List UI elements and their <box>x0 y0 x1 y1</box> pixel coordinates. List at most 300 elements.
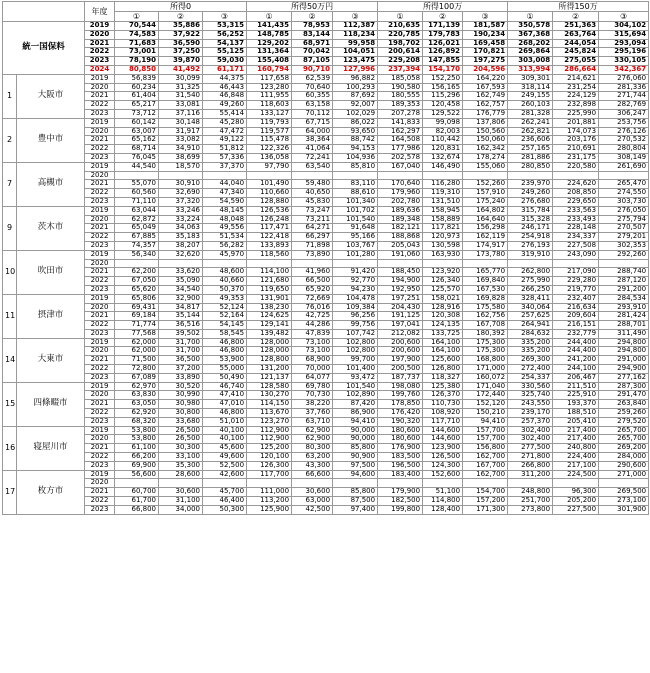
value-cell: 33,224 <box>159 215 203 224</box>
value-cell: 97,500 <box>333 461 378 470</box>
table-row <box>3 39 649 48</box>
value-cell: 88,610 <box>333 189 378 198</box>
value-cell: 37,250 <box>159 48 203 57</box>
year-cell: 2019 <box>85 338 115 347</box>
value-cell: 38,207 <box>159 241 203 250</box>
value-cell: 264,941 <box>508 321 553 330</box>
value-cell: 155,060 <box>463 162 508 171</box>
value-cell: 119,793 <box>247 118 292 127</box>
premium-table <box>2 1 649 515</box>
value-cell: 171,040 <box>463 382 508 391</box>
value-cell: 291,000 <box>599 356 649 365</box>
value-cell: 231,175 <box>553 153 599 162</box>
value-cell: 55,070 <box>115 180 159 189</box>
value-cell: 260,103 <box>508 101 553 110</box>
value-cell: 125,380 <box>423 382 463 391</box>
value-cell: 174,917 <box>463 241 508 250</box>
table-row <box>3 277 649 286</box>
value-cell: 62,920 <box>115 409 159 418</box>
value-cell: 187,737 <box>378 373 423 382</box>
year-cell: 2022 <box>85 233 115 242</box>
value-cell: 115,478 <box>247 136 292 145</box>
value-cell: 121,680 <box>247 277 292 286</box>
table-row <box>3 92 649 101</box>
value-cell: 179,900 <box>378 488 423 497</box>
value-cell: 284,534 <box>599 294 649 303</box>
value-cell: 164,802 <box>463 206 508 215</box>
value-cell: 126,800 <box>423 365 463 374</box>
value-cell: 91,420 <box>333 268 378 277</box>
value-cell: 26,500 <box>159 426 203 435</box>
value-cell: 47,340 <box>203 189 247 198</box>
value-cell: 61,700 <box>115 497 159 506</box>
value-cell: 265,700 <box>599 426 649 435</box>
value-cell: 171,300 <box>463 505 508 514</box>
value-cell: 251,363 <box>553 22 599 31</box>
value-cell: 45,830 <box>292 197 333 206</box>
value-cell: 128,000 <box>247 338 292 347</box>
value-cell: 251,700 <box>508 497 553 506</box>
value-cell: 162,119 <box>463 233 508 242</box>
value-cell: 204,430 <box>378 303 423 312</box>
value-cell: 70,042 <box>292 48 333 57</box>
value-cell: 90,000 <box>333 435 378 444</box>
year-cell: 2021 <box>85 488 115 497</box>
value-cell: 171,139 <box>423 22 463 31</box>
value-cell: 138,230 <box>247 303 292 312</box>
value-cell: 173,780 <box>463 250 508 259</box>
value-cell: 193,370 <box>553 400 599 409</box>
value-cell: 232,407 <box>553 294 599 303</box>
value-cell: 293,094 <box>599 39 649 48</box>
value-cell: 315,694 <box>599 30 649 39</box>
value-cell <box>115 171 159 180</box>
value-cell: 155,408 <box>247 57 292 66</box>
value-cell: 271,744 <box>599 92 649 101</box>
value-cell: 63,830 <box>115 391 159 400</box>
value-cell: 262,821 <box>508 127 553 136</box>
value-cell: 36,590 <box>159 39 203 48</box>
value-cell: 30,600 <box>292 488 333 497</box>
value-cell: 113,200 <box>247 497 292 506</box>
table-row <box>3 329 649 338</box>
value-cell: 102,800 <box>333 338 378 347</box>
value-cell: 42,500 <box>292 505 333 514</box>
value-cell: 30,800 <box>159 409 203 418</box>
value-cell: 90,000 <box>333 426 378 435</box>
table-row <box>3 382 649 391</box>
value-cell: 112,900 <box>247 435 292 444</box>
area-cell: 茨木市 <box>17 206 85 250</box>
value-cell: 110,660 <box>247 189 292 198</box>
area-cell: 四條畷市 <box>17 382 85 426</box>
value-cell: 94,153 <box>333 145 378 154</box>
value-cell: 271,800 <box>508 453 553 462</box>
value-cell: 126,536 <box>247 206 292 215</box>
value-cell: 85,800 <box>333 444 378 453</box>
table-row <box>3 488 649 497</box>
value-cell: 257,625 <box>508 312 553 321</box>
value-cell: 126,248 <box>247 215 292 224</box>
value-cell: 45,700 <box>203 488 247 497</box>
table-row <box>3 321 649 330</box>
value-cell: 68,971 <box>292 39 333 48</box>
value-cell: 94,410 <box>463 417 508 426</box>
value-cell: 63,540 <box>292 162 333 171</box>
value-cell: 276,126 <box>599 127 649 136</box>
value-cell: 270,507 <box>599 224 649 233</box>
value-cell: 152,250 <box>423 74 463 83</box>
value-cell: 112,900 <box>247 426 292 435</box>
value-cell: 126,300 <box>247 461 292 470</box>
year-cell: 2022 <box>85 277 115 286</box>
area-cell: 寝屋川市 <box>17 426 85 470</box>
value-cell: 205,043 <box>378 241 423 250</box>
value-cell: 111,955 <box>247 92 292 101</box>
value-cell: 117,658 <box>247 74 292 83</box>
value-cell: 82,003 <box>423 127 463 136</box>
value-cell: 94,410 <box>333 417 378 426</box>
value-cell: 47,410 <box>203 391 247 400</box>
value-cell: 60,234 <box>115 83 159 92</box>
table-row <box>3 505 649 514</box>
value-cell: 224,620 <box>553 180 599 189</box>
value-cell: 231,254 <box>553 83 599 92</box>
year-cell: 2021 <box>85 312 115 321</box>
value-cell: 330,560 <box>508 382 553 391</box>
value-cell: 101,702 <box>333 206 378 215</box>
value-cell: 33,620 <box>159 268 203 277</box>
value-cell: 44,040 <box>203 180 247 189</box>
table-row <box>3 347 649 356</box>
value-cell: 62,872 <box>115 215 159 224</box>
value-cell: 201,881 <box>553 118 599 127</box>
value-cell: 45,970 <box>203 250 247 259</box>
value-cell: 275,055 <box>553 57 599 66</box>
value-cell: 190,580 <box>378 83 423 92</box>
value-cell: 125,900 <box>247 505 292 514</box>
year-cell: 2019 <box>85 22 115 31</box>
value-cell: 180,600 <box>378 426 423 435</box>
table-row <box>3 22 649 31</box>
value-cell: 225,910 <box>553 391 599 400</box>
value-cell: 340,064 <box>508 303 553 312</box>
value-cell <box>378 479 423 488</box>
value-cell: 156,298 <box>463 224 508 233</box>
value-cell: 194,900 <box>378 277 423 286</box>
year-cell: 2020 <box>85 479 115 488</box>
value-cell: 129,141 <box>247 321 292 330</box>
value-cell: 78,190 <box>115 57 159 66</box>
value-cell: 47,839 <box>292 329 333 338</box>
value-cell <box>333 479 378 488</box>
value-cell: 130,270 <box>247 391 292 400</box>
value-cell: 112,387 <box>333 22 378 31</box>
table-row <box>3 109 649 118</box>
value-cell: 90,900 <box>333 453 378 462</box>
value-cell: 74,357 <box>115 241 159 250</box>
value-cell: 273,800 <box>508 505 553 514</box>
value-cell: 101,490 <box>247 180 292 189</box>
table-row <box>3 285 649 294</box>
value-cell: 46,848 <box>203 92 247 101</box>
value-cell: 51,812 <box>203 145 247 154</box>
value-cell: 197,251 <box>378 294 423 303</box>
value-cell: 50,490 <box>203 373 247 382</box>
value-cell: 64,271 <box>292 224 333 233</box>
value-cell <box>463 259 508 268</box>
year-cell: 2023 <box>85 505 115 514</box>
value-cell: 157,700 <box>463 435 508 444</box>
value-cell: 311,490 <box>599 329 649 338</box>
year-cell: 2022 <box>85 48 115 57</box>
value-cell: 66,600 <box>292 470 333 479</box>
value-cell: 32,690 <box>159 189 203 198</box>
table-row <box>3 153 649 162</box>
value-cell: 34,540 <box>159 285 203 294</box>
value-cell: 31,540 <box>159 92 203 101</box>
value-cell: 80,300 <box>292 444 333 453</box>
value-cell: 280,850 <box>508 162 553 171</box>
header-sub: ③ <box>463 12 508 22</box>
table-row <box>3 180 649 189</box>
value-cell: 315,784 <box>508 206 553 215</box>
value-cell: 46,443 <box>203 83 247 92</box>
value-cell: 125,200 <box>247 444 292 453</box>
value-cell: 37,200 <box>159 365 203 374</box>
value-cell: 202,780 <box>378 197 423 206</box>
value-cell: 179,960 <box>378 189 423 198</box>
value-cell: 139,482 <box>247 329 292 338</box>
value-cell: 63,044 <box>115 206 159 215</box>
value-cell: 248,800 <box>508 488 553 497</box>
value-cell: 115,296 <box>423 92 463 101</box>
table-row <box>3 162 649 171</box>
value-cell: 61,100 <box>115 444 159 453</box>
value-cell: 301,900 <box>599 505 649 514</box>
value-cell: 30,910 <box>159 180 203 189</box>
value-cell: 154,700 <box>463 488 508 497</box>
value-cell: 99,958 <box>333 39 378 48</box>
value-cell: 46,800 <box>203 338 247 347</box>
value-cell: 178,274 <box>463 153 508 162</box>
value-cell: 269,500 <box>599 488 649 497</box>
rank-cell: 2 <box>3 118 17 162</box>
value-cell: 207,278 <box>378 109 423 118</box>
value-cell: 170,640 <box>378 180 423 189</box>
value-cell: 49,600 <box>203 453 247 462</box>
value-cell <box>247 259 292 268</box>
value-cell: 65,806 <box>115 294 159 303</box>
table-row <box>3 215 649 224</box>
value-cell: 63,050 <box>115 400 159 409</box>
value-cell: 269,200 <box>599 444 649 453</box>
value-cell: 40,100 <box>203 435 247 444</box>
value-cell: 102,029 <box>333 109 378 118</box>
value-cell: 189,636 <box>378 206 423 215</box>
value-cell: 104,478 <box>333 294 378 303</box>
value-cell: 200,600 <box>378 347 423 356</box>
value-cell: 167,708 <box>463 321 508 330</box>
value-cell: 128,916 <box>423 303 463 312</box>
value-cell: 162,757 <box>463 101 508 110</box>
value-cell: 204,596 <box>463 65 508 74</box>
value-cell: 66,297 <box>292 233 333 242</box>
rank-cell: 14 <box>3 338 17 382</box>
value-cell: 92,770 <box>333 277 378 286</box>
value-cell: 162,297 <box>378 127 423 136</box>
value-cell <box>333 259 378 268</box>
value-cell: 190,320 <box>378 417 423 426</box>
value-cell: 269,300 <box>508 356 553 365</box>
value-cell: 284,632 <box>508 329 553 338</box>
value-cell: 200,600 <box>378 338 423 347</box>
value-cell: 54,137 <box>203 39 247 48</box>
value-cell: 126,370 <box>423 391 463 400</box>
value-cell: 97,790 <box>247 162 292 171</box>
value-cell: 217,090 <box>553 268 599 277</box>
year-cell: 2020 <box>85 215 115 224</box>
value-cell: 45,280 <box>203 118 247 127</box>
value-cell: 147,855 <box>423 57 463 66</box>
year-cell: 2021 <box>85 268 115 277</box>
value-cell: 131,510 <box>423 197 463 206</box>
year-cell: 2022 <box>85 409 115 418</box>
value-cell: 281,336 <box>599 83 649 92</box>
value-cell: 116,280 <box>423 180 463 189</box>
value-cell: 62,000 <box>115 347 159 356</box>
year-cell: 2024 <box>85 65 115 74</box>
table-row <box>3 189 649 198</box>
value-cell: 95,166 <box>333 233 378 242</box>
table-row <box>3 294 649 303</box>
value-cell: 266,250 <box>508 285 553 294</box>
area-cell: 吹田市 <box>17 250 85 294</box>
value-cell: 108,920 <box>423 409 463 418</box>
value-cell: 150,060 <box>463 136 508 145</box>
value-cell: 100,293 <box>333 83 378 92</box>
value-cell: 66,800 <box>115 505 159 514</box>
value-cell: 126,892 <box>423 48 463 57</box>
value-cell: 114,100 <box>247 268 292 277</box>
table-row <box>3 479 649 488</box>
value-cell: 197,041 <box>378 321 423 330</box>
value-cell: 109,384 <box>333 303 378 312</box>
value-cell: 342,367 <box>599 65 649 74</box>
year-cell: 2020 <box>85 171 115 180</box>
value-cell: 292,260 <box>599 250 649 259</box>
value-cell: 102,800 <box>333 347 378 356</box>
value-cell: 157,700 <box>463 426 508 435</box>
value-cell: 176,779 <box>463 109 508 118</box>
value-cell: 54,145 <box>203 321 247 330</box>
value-cell: 34,063 <box>159 224 203 233</box>
value-cell: 124,300 <box>423 461 463 470</box>
value-cell: 30,099 <box>159 74 203 83</box>
year-cell: 2020 <box>85 303 115 312</box>
value-cell: 244,400 <box>553 338 599 347</box>
value-cell: 265,470 <box>599 180 649 189</box>
value-cell: 31,100 <box>159 497 203 506</box>
value-cell: 94,600 <box>333 470 378 479</box>
value-cell: 281,328 <box>508 109 553 118</box>
value-cell: 276,193 <box>508 241 553 250</box>
header-sub: ③ <box>333 12 378 22</box>
year-cell: 2020 <box>85 347 115 356</box>
value-cell: 259,260 <box>599 409 649 418</box>
value-cell: 160,072 <box>463 373 508 382</box>
value-cell: 96,256 <box>333 312 378 321</box>
value-cell: 175,300 <box>463 347 508 356</box>
value-cell: 146,490 <box>423 162 463 171</box>
value-cell: 269,864 <box>508 48 553 57</box>
year-cell: 2022 <box>85 189 115 198</box>
value-cell: 37,760 <box>292 409 333 418</box>
value-cell: 272,400 <box>508 365 553 374</box>
table-row <box>3 426 649 435</box>
value-cell: 67,050 <box>115 277 159 286</box>
value-cell: 227,500 <box>553 505 599 514</box>
header-income-0: 所得0 <box>115 2 247 12</box>
value-cell: 229,650 <box>553 197 599 206</box>
value-cell: 71,683 <box>115 39 159 48</box>
value-cell: 282,769 <box>599 101 649 110</box>
value-cell: 65,620 <box>115 285 159 294</box>
table-row <box>3 171 649 180</box>
header-sub: ③ <box>599 12 649 22</box>
value-cell: 62,900 <box>292 426 333 435</box>
value-cell: 54,590 <box>203 197 247 206</box>
value-cell: 126,340 <box>423 277 463 286</box>
value-cell: 48,145 <box>203 206 247 215</box>
value-cell: 220,785 <box>378 30 423 39</box>
header-sub: ③ <box>203 12 247 22</box>
value-cell: 239,970 <box>508 180 553 189</box>
value-cell: 31,325 <box>159 83 203 92</box>
value-cell: 144,600 <box>423 426 463 435</box>
value-cell: 72,669 <box>292 294 333 303</box>
value-cell: 120,100 <box>247 453 292 462</box>
table-row <box>3 312 649 321</box>
value-cell: 175,240 <box>463 197 508 206</box>
header-sub: ① <box>378 12 423 22</box>
value-cell: 30,148 <box>159 118 203 127</box>
value-cell: 123,475 <box>333 57 378 66</box>
value-cell: 73,100 <box>292 347 333 356</box>
value-cell: 200,500 <box>378 365 423 374</box>
value-cell: 152,120 <box>463 400 508 409</box>
table-body <box>3 22 649 515</box>
value-cell: 224,129 <box>553 92 599 101</box>
value-cell: 131,364 <box>247 48 292 57</box>
value-cell: 30,600 <box>159 488 203 497</box>
table-row <box>3 409 649 418</box>
value-cell: 202,578 <box>378 153 423 162</box>
value-cell: 330,105 <box>599 57 649 66</box>
area-cell: 枚方市 <box>17 470 85 514</box>
value-cell: 284,000 <box>599 453 649 462</box>
year-cell: 2019 <box>85 206 115 215</box>
value-cell: 47,010 <box>203 400 247 409</box>
header-sub: ① <box>508 12 553 22</box>
value-cell: 167,530 <box>463 285 508 294</box>
value-cell: 118,327 <box>423 373 463 382</box>
value-cell: 276,680 <box>508 197 553 206</box>
value-cell: 131,200 <box>247 365 292 374</box>
area-cell: 大阪市 <box>17 74 85 118</box>
value-cell: 133,725 <box>423 329 463 338</box>
value-cell: 117,821 <box>423 224 463 233</box>
